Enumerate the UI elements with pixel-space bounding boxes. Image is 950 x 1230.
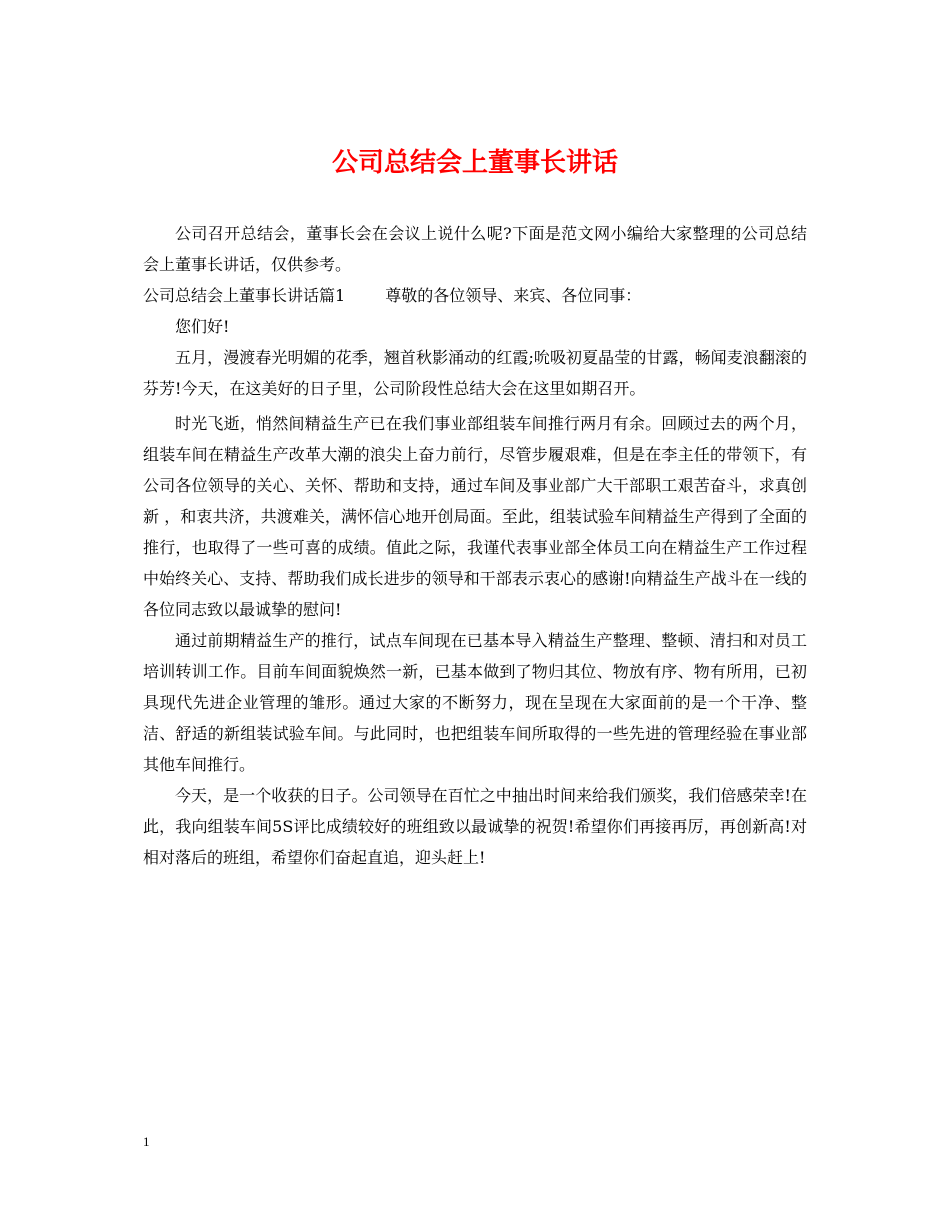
body-paragraph-1: 五月，漫渡春光明媚的花季，翘首秋影涌动的红霞;吮吸初夏晶莹的甘露，畅闻麦浪翻滚的芬芳!今天，在这美好的日子里，公司阶段性总结大会在这里如期召开。 bbox=[143, 348, 807, 398]
page-number: 1 bbox=[143, 1134, 150, 1149]
document-title: 公司总结会上董事长讲话 bbox=[331, 148, 618, 178]
section-heading-line bbox=[143, 280, 807, 311]
greeting-paragraph: 您们好! bbox=[175, 317, 230, 336]
salutation: 尊敬的各位领导、来宾、各位同事： bbox=[385, 286, 642, 305]
section-label: 公司总结会上董事长讲话篇1 bbox=[143, 286, 346, 305]
document-body bbox=[143, 218, 807, 873]
body-paragraph-2: 时光飞逝，悄然间精益生产已在我们事业部组装车间推行两月有余。回顾过去的两个月，组装车间在精益生产改革大潮的浪尖上奋力前行，尽管步履艰难，但是在李主任的带领下，有公司各位领导的关心、关怀、帮助和支持，通过车间及事业部广大干部职工艰苦奋斗，求真创新 ，和衷共济，共渡难关，满怀信心地开创局面。至此，组装试验车间精益生产得到了全面的推行，也取得了一些可喜的成绩。值此之际，我谨代表事业部全体员工向在精益生产工作过程中始终关心、支持、帮助我们成长进步的领导和干部表示衷心的感谢!向精益生产战斗在一线的各位同志致以最诚挚的慰问! bbox=[143, 414, 807, 619]
body-paragraph-3: 通过前期精益生产的推行，试点车间现在已基本导入精益生产整理、整顿、清扫和对员工培训转训工作。目前车间面貌焕然一新，已基本做到了物归其位、物放有序、物有所用，已初具现代先进企业管理的雏形。通过大家的不断努力，现在呈现在大家面前的是一个干净、整洁、舒适的新组装试验车间。与此同时，也把组装车间所取得的一些先进的管理经验在事业部其他车间推行。 bbox=[143, 631, 807, 774]
intro-paragraph: 公司召开总结会，董事长会在会议上说什么呢?下面是范文网小编给大家整理的公司总结会上董事长讲话，仅供参考。 bbox=[143, 224, 807, 274]
body-paragraph-4: 今天，是一个收获的日子。公司领导在百忙之中抽出时间来给我们颁奖，我们倍感荣幸!在此，我向组装车间5S评比成绩较好的班组致以最诚挚的祝贺!希望你们再接再厉，再创新高!对相对落后的班组，希望你们奋起直追，迎头赶上! bbox=[143, 786, 807, 867]
